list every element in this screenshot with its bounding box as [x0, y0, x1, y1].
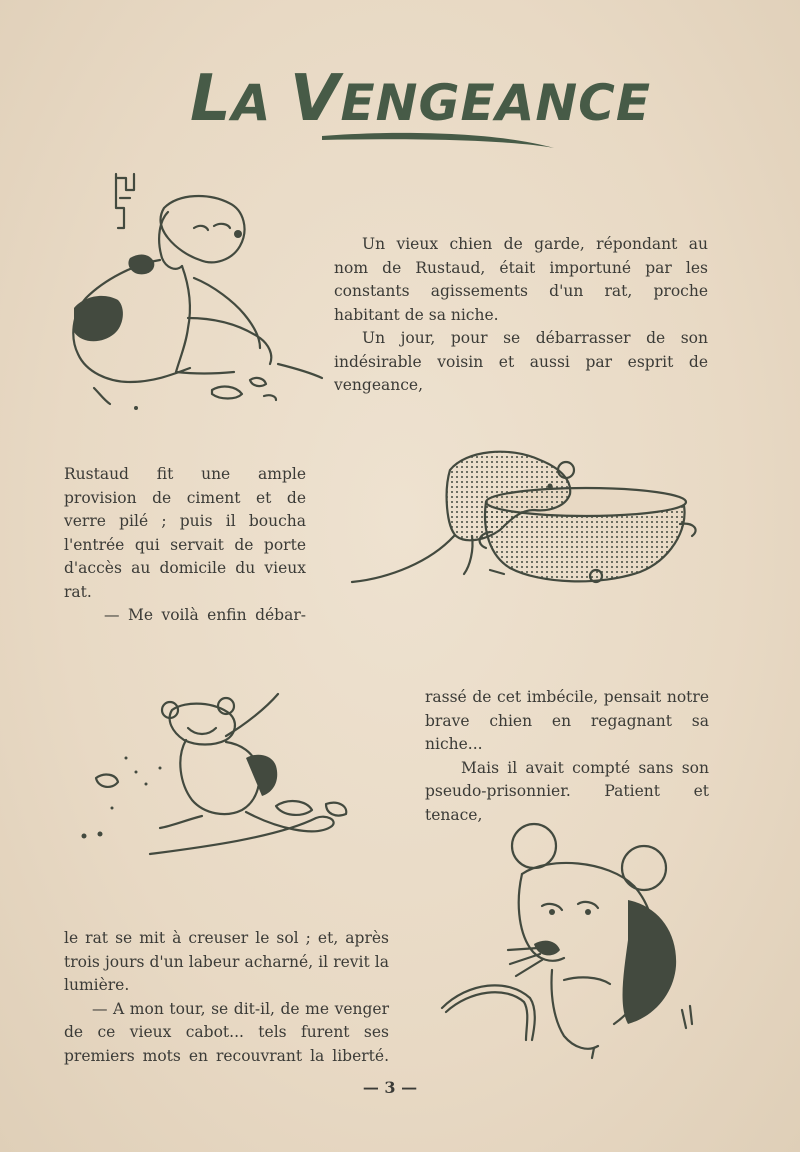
title-underline — [318, 130, 558, 154]
paragraph-block-2 — [64, 463, 306, 628]
paragraph-3: Rustaud fit une ample provision de ciment et de verre pilé ; puis il boucha l'entrée qui servait de porte d'accès au domicile du vieux rat. — [64, 465, 306, 601]
paragraph-block-3 — [425, 686, 709, 827]
paragraph-4: — Me voilà enfin débar- — [104, 606, 306, 624]
title-rest-a: A — [231, 74, 272, 132]
rat-portrait-illustration — [438, 820, 710, 1060]
paragraph-7: le rat se mit à creuser le sol ; et, après trois jours d'un labeur acharné, il revit la lumière. — [64, 929, 389, 994]
dog-illustration — [64, 168, 329, 418]
paragraph-6: Mais il avait compté sans son pseudo-prisonnier. Patient et tenace, — [425, 758, 709, 824]
paragraph-1: Un vieux chien de garde, répondant au nom de Rustaud, était importuné par les constants agissements d'un rat, proche habitant de sa niche. — [334, 235, 708, 324]
rat-cheering-illustration — [76, 688, 366, 868]
paragraph-block-1 — [334, 233, 708, 398]
page-title — [190, 62, 652, 136]
rat-washbasin-illustration — [350, 440, 705, 600]
title-rest-engeance: ENGEANCE — [340, 74, 652, 132]
paragraph-5: rassé de cet imbécile, pensait notre brave chien en regagnant sa niche... — [425, 688, 709, 753]
title-initial-l: L — [190, 62, 232, 136]
page-number: — 3 — — [362, 1078, 418, 1097]
paragraph-2: Un jour, pour se débarrasser de son indésirable voisin et aussi par esprit de vengeance, — [334, 329, 708, 394]
paragraph-8: — A mon tour, se dit-il, de me venger de ce vieux cabot... tels furent ses premiers mots en recouvrant la liberté. — [64, 999, 389, 1065]
title-initial-v: V — [289, 62, 341, 136]
paragraph-block-4 — [64, 927, 389, 1068]
